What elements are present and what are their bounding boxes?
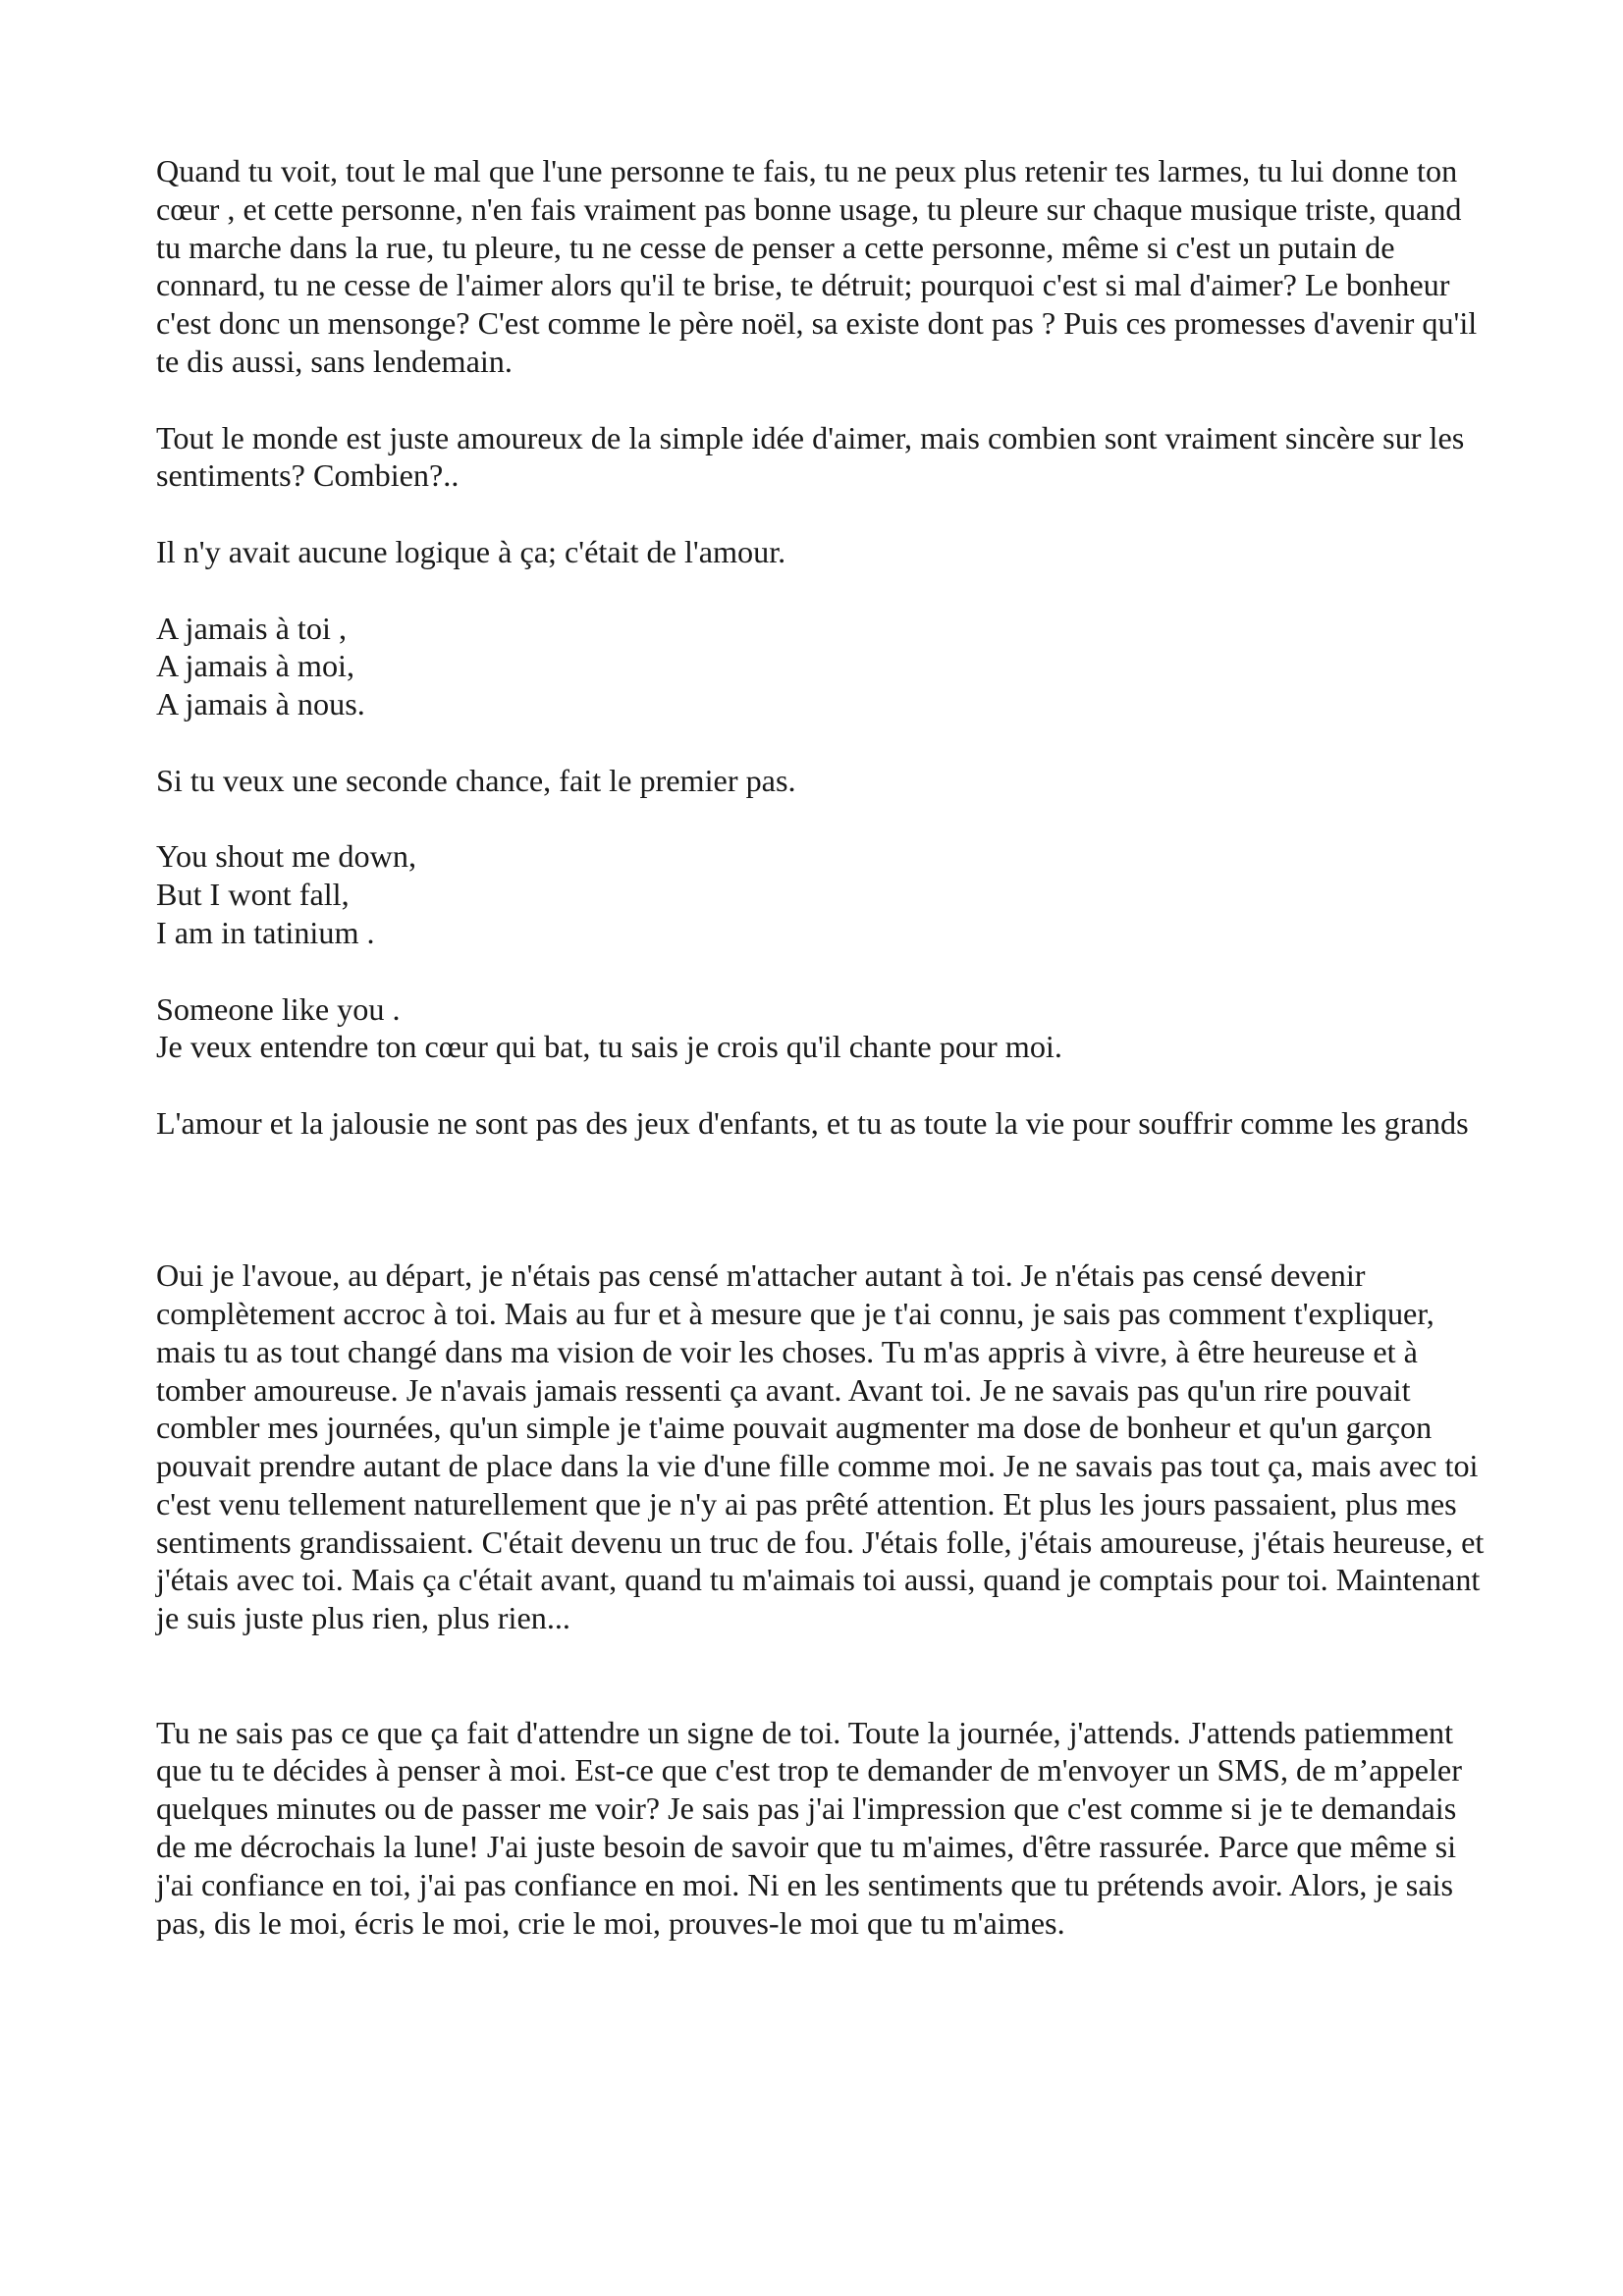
- verse-a-jamais: [156, 610, 1491, 723]
- paragraph-5: Si tu veux une seconde chance, fait le premier pas.: [156, 762, 796, 798]
- paragraph-2: Tout le monde est juste amoureux de la simple idée d'aimer, mais combien sont vraiment sincère sur les sentiments? Combien?..: [156, 419, 1465, 494]
- paragraph-1: Quand tu voit, tout le mal que l'une personne te fais, tu ne peux plus retenir tes larmes, tu lui donne ton cœur , et cette personne, n'en fais vraiment pas bonne usage, tu pleure sur chaque musique triste, quand tu marche dans la rue, tu pleure, tu ne cesse de penser a cette personne, même si c'est un putain de connard, tu ne cesse de l'aimer alors qu'il te brise, te détruit; pourquoi c'est si mal d'aimer? Le bonheur c'est donc un mensonge? C'est comme le père noël, sa existe dont pas ? Puis ces promesses d'avenir qu'il te dis aussi, sans lendemain.: [156, 153, 1478, 379]
- paragraph-8: L'amour et la jalousie ne sont pas des jeux d'enfants, et tu as toute la vie pour souffrir comme les grands: [156, 1104, 1469, 1141]
- verse-line: Je veux entendre ton cœur qui bat, tu sais je crois qu'il chante pour moi.: [156, 1029, 1062, 1065]
- verse-line: But I wont fall,: [156, 877, 350, 913]
- verse-line: I am in tatinium .: [156, 914, 375, 950]
- verse-line: A jamais à toi ,: [156, 610, 347, 646]
- blank-space: [156, 1181, 1491, 1257]
- paragraph-9: Oui je l'avoue, au départ, je n'étais pas censé m'attacher autant à toi. Je n'étais pas censé devenir complètement accroc à toi. Mais au fur et à mesure que je t'ai connu, je sais pas comment t'expliquer, mais tu as tout changé dans ma vision de voir les choses. Tu m'as appris à vivre, à être heureuse et à tomber amoureuse. Je n'avais jamais ressenti ça avant. Avant toi. Je ne savais pas qu'un rire pouvait combler mes journées, qu'un simple je t'aime pouvait augmenter ma dose de bonheur et qu'un garçon pouvait prendre autant de place dans la vie d'une fille comme moi. Je ne savais pas tout ça, mais avec toi c'est venu tellement naturellement que je n'y ai pas prêté attention. Et plus les jours passaient, plus mes sentiments grandissaient. C'était devenu un truc de fou. J'étais folle, j'étais amoureuse, j'étais heureuse, et j'étais avec toi. Mais ça c'était avant, quand tu m'aimais toi aussi, quand je comptais pour toi. Maintenant je suis juste plus rien, plus rien...: [156, 1257, 1485, 1636]
- document-body: [156, 152, 1491, 1980]
- blank-space: [156, 1676, 1491, 1714]
- verse-line: A jamais à moi,: [156, 648, 355, 684]
- paragraph-10: Tu ne sais pas ce que ça fait d'attendre un signe de toi. Toute la journée, j'attends. J'attends patiemment que tu te décides à penser à moi. Est-ce que c'est trop te demander de m'envoyer un SMS, de m’appeler quelques minutes ou de passer me voir? Je sais pas j'ai l'impression que c'est comme si je te demandais de me décrochais la lune! J'ai juste besoin de savoir que tu m'aimes, d'être rassurée. Parce que même si j'ai confiance en toi, j'ai pas confiance en moi. Ni en les sentiments que tu prétends avoir. Alors, je sais pas, dis le moi, écris le moi, crie le moi, prouves-le moi que tu m'aimes.: [156, 1714, 1462, 1941]
- paragraph-3: Il n'y avait aucune logique à ça; c'était de l'amour.: [156, 533, 786, 569]
- verse-line: You shout me down,: [156, 838, 416, 875]
- verse-someone-like-you: [156, 990, 1491, 1067]
- verse-line: A jamais à nous.: [156, 686, 365, 722]
- verse-you-shout: [156, 837, 1491, 951]
- verse-line: Someone like you .: [156, 990, 401, 1027]
